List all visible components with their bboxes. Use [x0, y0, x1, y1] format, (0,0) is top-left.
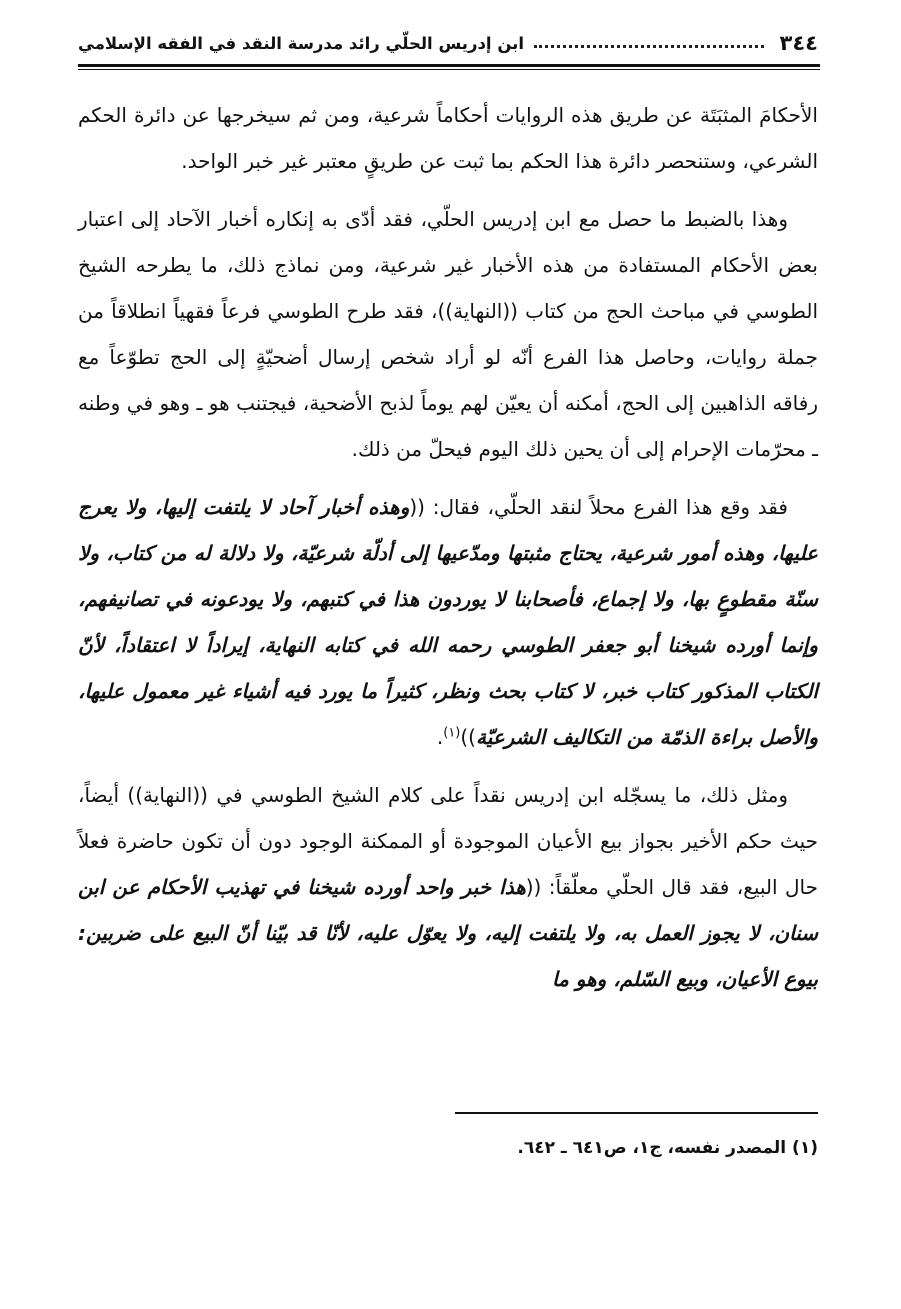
header-rule	[78, 64, 820, 67]
quotation-2: هذا خبر واحد أورده شيخنا في تهذيب الأحكام عن ابن سنان، لا يجوز العمل به، ولا يلتفت إليه، ولا يعوّل عليه، لأنّا قد بيّنا أنّ البيع على ضربين: بيوع الأعيان، وبيع السّلم، وهو ما	[78, 875, 818, 991]
footnote-marker: (١)	[443, 725, 461, 741]
page-number: ٣٤٤	[779, 31, 818, 55]
footnote: (١) المصدر نفسه، ج١، ص٦٤١ ـ ٦٤٢.	[517, 1138, 818, 1158]
footnote-separator	[455, 1112, 818, 1114]
paragraph-3	[78, 484, 818, 760]
paragraph-3-lead: فقد وقع هذا الفرع محلاً لنقد الحلّي، فقال: ((	[409, 495, 788, 519]
paragraph-4-lead: ومثل ذلك، ما يسجّله ابن إدريس نقداً على كلام الشيخ الطوسي في ((النهاية)) أيضاً، حيث حكم الأخير بجواز بيع الأعيان الموجودة أو الممكنة الوجود دون أن تكون حاضرة فعلاً حال البيع، فقد قال الحلّي معلّقاً: ((	[78, 783, 818, 899]
quotation-1: وهذه أخبار آحاد لا يلتفت إليها، ولا يعرج عليها، وهذه أمور شرعية، يحتاج مثبتها ومدّعيها إلى أدلّة شرعيّة، ولا دلالة له من كتاب، ولا سنّة مقطوعٍ بها، ولا إجماع، فأصحابنا لا يوردون هذا في كتبهم، ولا يودعونه في تصانيفهم، وإنما أورده شيخنا أبو جعفر الطوسي رحمه الله في كتابه النهاية، إيراداً لا اعتقاداً، لأنّ الكتاب المذكور كتاب خبر، لا كتاب بحث ونظر، كثيراً ما يورد فيه أشياء غير معمول عليها، والأصل براءة الذمّة من التكاليف الشرعيّة	[78, 495, 818, 749]
paragraph-1: الأحكامَ المثبَتَة عن طريق هذه الروايات أحكاماً شرعية، ومن ثم سيخرجها عن دائرة الحكم الشرعي، وستنحصر دائرة هذا الحكم بما ثبت عن طريقٍ معتبر غير خبر الواحد.	[78, 103, 818, 173]
running-title: ابن إدريس الحلّي رائد مدرسة النقد في الفقه الإسلامي	[78, 33, 525, 53]
running-header	[78, 26, 818, 60]
body-text	[78, 92, 818, 1014]
sentence-end: .	[436, 725, 444, 749]
paragraph-2: وهذا بالضبط ما حصل مع ابن إدريس الحلّي، فقد أدّى به إنكاره أخبار الآحاد إلى اعتبار بعض الأحكام المستفادة من هذه الأخبار غير شرعية، ومن نماذج ذلك، ما يطرحه الشيخ الطوسي في مباحث الحج من كتاب ((النهاية))، فقد طرح الطوسي فرعاً فقهياً انطلاقاً من جملة روايات، وحاصل هذا الفرع أنّه لو أراد شخص إرسال أضحيّةٍ إلى الحج تطوّعاً مع رفاقه الذاهبين إلى الحج، أمكنه أن يعيّن لهم يوماً لذبح الأضحية، فيجتنب هو ـ وهو في وطنه ـ محرّمات الإحرام إلى أن يحين ذلك اليوم فيحلّ من ذلك.	[78, 207, 818, 461]
header-rule-thin	[78, 69, 820, 70]
paragraph-4	[78, 772, 818, 1002]
header-dot-leader	[534, 45, 764, 48]
quote-close: ))	[460, 725, 476, 749]
